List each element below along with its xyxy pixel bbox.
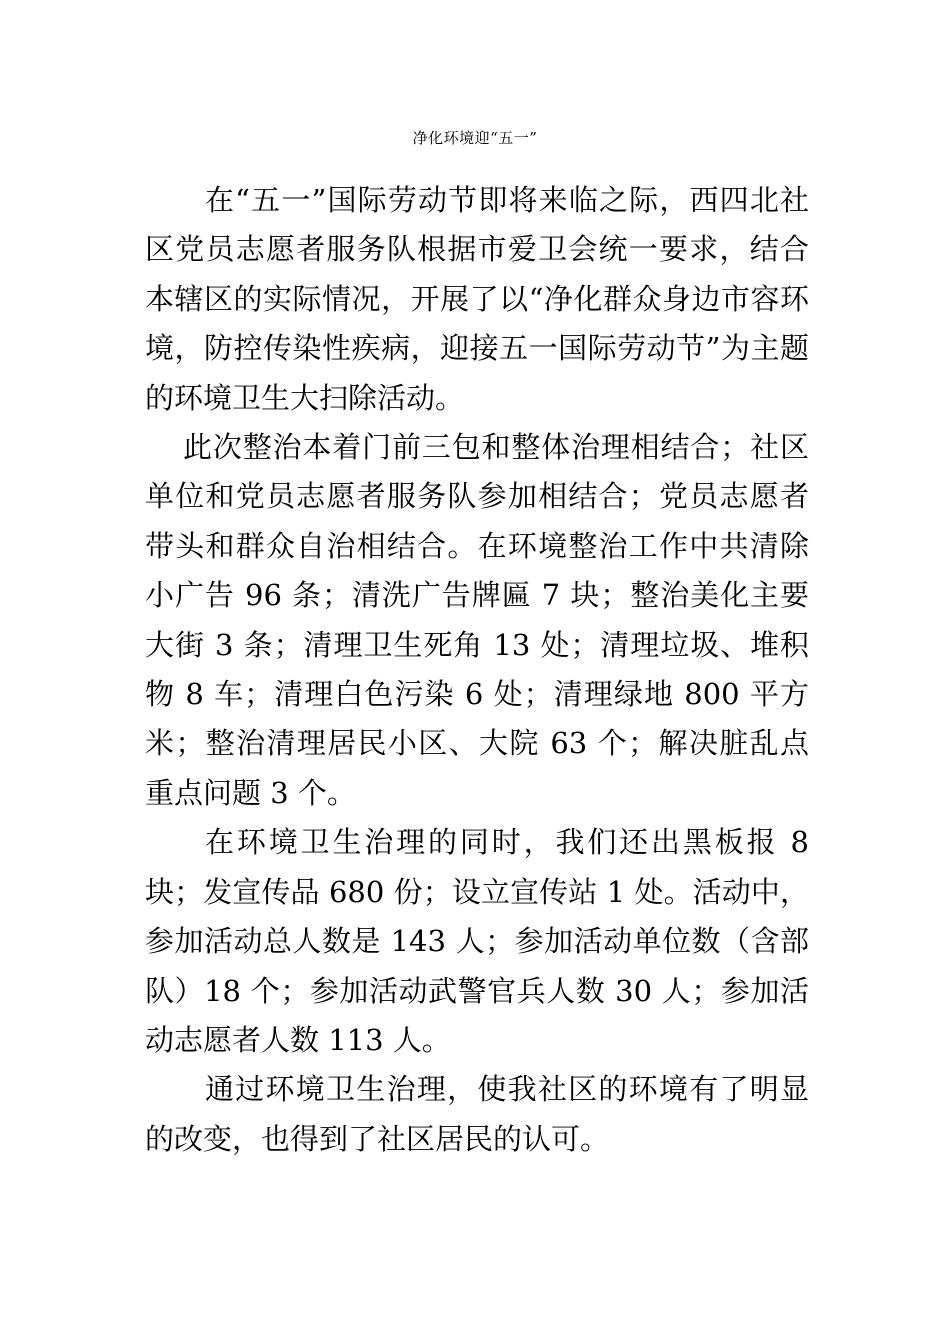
document-title: 净化环境迎“五一” bbox=[412, 129, 538, 147]
paragraph-publicity-participation: 在环境卫生治理的同时，我们还出黑板报 8 块；发宣传品 680 份；设立宣传站 1 处。活动中，参加活动总人数是 143 人；参加活动单位数（含部队）18 个；参加活动武警官兵人数 30 人；参加活动志愿者人数 113 人。 bbox=[145, 825, 809, 1057]
paragraph-conclusion: 通过环境卫生治理，使我社区的环境有了明显的改变，也得到了社区居民的认可。 bbox=[145, 1072, 809, 1156]
paragraph-intro: 在“五一”国际劳动节即将来临之际，西四北社区党员志愿者服务队根据市爱卫会统一要求，结合本辖区的实际情况，开展了以“净化群众身边市容环境，防控传染性疾病，迎接五一国际劳动节”为主题的环境卫生大扫除活动。 bbox=[145, 183, 809, 415]
document-body bbox=[145, 176, 809, 1164]
paragraph-cleanup-results: 此次整治本着门前三包和整体治理相结合；社区单位和党员志愿者服务队参加相结合；党员志愿者带头和群众自治相结合。在环境整治工作中共清除小广告 96 条；清洗广告牌匾 7 块；整治美化主要大街 3 条；清理卫生死角 13 处；清理垃圾、堆积物 8 车；清理白色污染 6 处；清理绿地 800 平方米；整治清理居民小区、大院 63 个；解决脏乱点重点问题 3 个。 bbox=[145, 430, 809, 810]
